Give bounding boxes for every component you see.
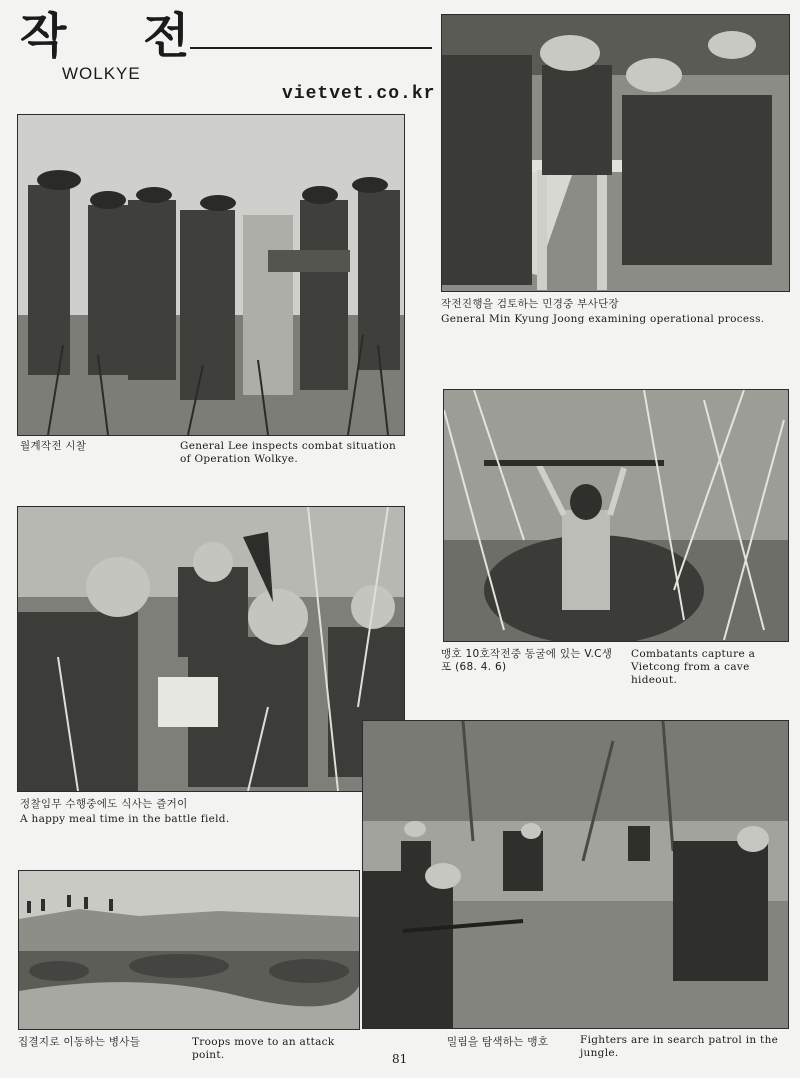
photo-officers-inspection — [17, 114, 405, 436]
page-title-english: WOLKYE — [62, 64, 141, 83]
photo-vc-capture — [443, 389, 789, 642]
photo-map-review — [441, 14, 790, 292]
photo-jungle-patrol — [362, 720, 789, 1029]
caption-jungle-patrol-ko: 밀림을 탐색하는 맹호 — [447, 1036, 549, 1048]
caption-vc-capture-en: Combatants capture a Vietcong from a cave hideout. — [631, 648, 756, 686]
caption-map-review-ko: 작전진행을 검토하는 민경중 부사단장 — [441, 298, 620, 310]
caption-vc-capture-ko: 맹호 10호작전중 동굴에 있는 V.C생포 (68. 4. 6) — [441, 648, 613, 673]
caption-jungle-patrol-en: Fighters are in search patrol in the jungle. — [580, 1034, 779, 1059]
caption-officers-inspection-en: General Lee inspects combat situation of Operation Wolkye. — [180, 440, 397, 465]
caption-troops-move-ko: 집결지로 이동하는 병사들 — [18, 1036, 141, 1048]
page-number: 81 — [392, 1052, 408, 1066]
title-rule — [190, 47, 432, 49]
caption-map-review-en: General Min Kyung Joong examining operational process. — [441, 313, 765, 325]
photo-troops-move — [18, 870, 360, 1030]
page-title-korean: 작 전 — [20, 8, 220, 64]
website-watermark: vietvet.co.kr — [282, 84, 436, 104]
caption-troops-move-en: Troops move to an attack point. — [192, 1036, 335, 1061]
caption-meal-time-en: A happy meal time in the battle field. — [20, 813, 230, 825]
caption-meal-time-ko: 정찰임무 수행중에도 식사는 즐거이 — [20, 798, 188, 810]
caption-officers-inspection-ko: 월계작전 시찰 — [20, 440, 87, 452]
photo-meal-time — [17, 506, 405, 792]
